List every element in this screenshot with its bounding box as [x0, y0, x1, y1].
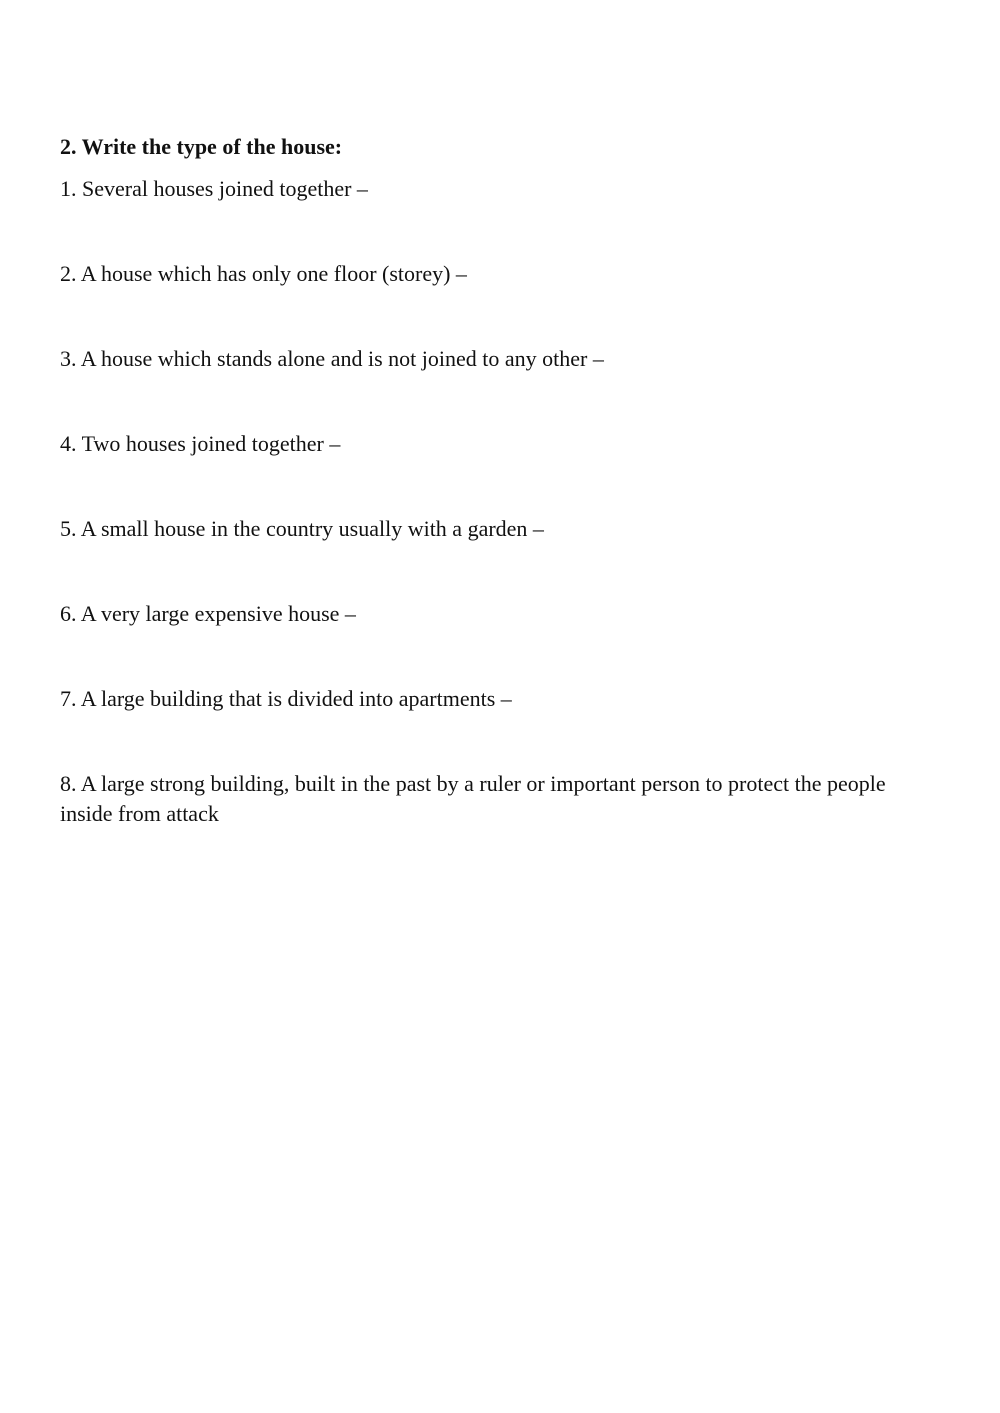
question-7: 7. A large building that is divided into apartments – — [60, 686, 512, 711]
question-5: 5. A small house in the country usually with a garden – — [60, 516, 544, 541]
question-4: 4. Two houses joined together – — [60, 431, 341, 456]
question-3: 3. A house which stands alone and is not joined to any other – — [60, 346, 604, 371]
question-2: 2. A house which has only one floor (storey) – — [60, 261, 467, 286]
exercise-section — [60, 132, 920, 829]
exercise-heading: 2. Write the type of the house: — [60, 134, 343, 159]
question-6: 6. A very large expensive house – — [60, 601, 356, 626]
question-1: 1. Several houses joined together – — [60, 176, 368, 201]
question-8: 8. A large strong building, built in the past by a ruler or important person to protect the people inside from attack — [60, 771, 886, 826]
